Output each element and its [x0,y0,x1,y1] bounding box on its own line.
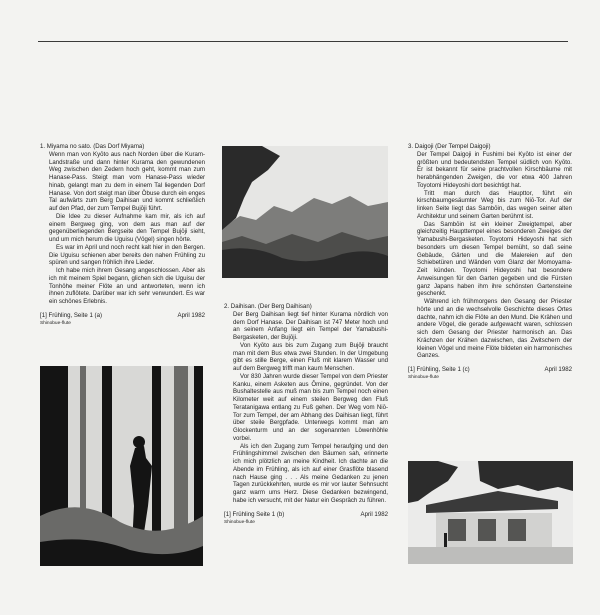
footnote-date: April 1982 [544,366,572,373]
section-2-paragraph: Der Berg Daihisan liegt tief hinter Kurama nördlich von dem Dorf Hanase. Der Daihisan ist 747 Meter hoch und an seinem Anfang liegt ein Tempel der Yamabushi-Bergasketen, der Bujōji. [233,310,388,341]
temple-building-photo [408,461,573,564]
section-2-paragraph: Als ich den Zugang zum Tempel heraufging und den Frühlingshimmel zwischen den Bäumen sah, erinnerte ich mich plötzlich an meine Kindheit. Ich dachte an die Abende im Frühling, als ich auf einer Grasflöte blasend nach Hause ging . . . Als meine Gedanken zu jenen Tagen zurückkehrten, wurde es mir vor lauter Sehnsucht ganz warm ums Herz. Diese Gedanken bezwingend, habe ich versucht, mit der Natur ein Gespräch zu führen. [233,442,388,504]
section-1-paragraph: Es war im April und noch recht kalt hier in den Bergen. Die Uguisu schienen aber bereits den nahen Frühling zu spüren und sangen fröhlich ihre Lieder. [49,243,205,267]
section-2-paragraph: Von Kyōto aus bis zum Zugang zum Bujōji braucht man mit dem Bus etwa zwei Stunden. In der Umgebung gibt es stille Berge, einen Fluß mit klarem Wasser und auf dem Bergweg trifft man kaum Menschen. [233,341,388,372]
footnote-date: April 1982 [360,510,388,518]
section-2-footnote [224,511,388,519]
section-1-paragraph: Wenn man von Kyōto aus nach Norden über die Kuram-Landstraße und dann hinter Kurama den gewundenen Weg zwischen den Zedern hoch geht, kommt man zum Hanase-Pass. Steigt man vom Hanase-Pass wieder hinab, gelangt man zu dem in einem Tal liegenden Dorf Hanase. Von dort steigt man über Öbuse durch ein enges Tal aufwärts zum Berg Daihisan und kommt schließlich auf den Pfad, der zum Tempel Bujōji führt. [49,150,205,212]
section-3-paragraph: Tritt man durch das Haupttor, führt ein kirschbaumgesäumter Weg bis zum Niō-Tor. Auf der linken Seite liegt das Sambōin, das wegen seiner alten Architektur und seinem Garten berühmt ist. [417,189,572,220]
section-1 [40,143,205,327]
temple-door [448,519,466,541]
footnote-date: April 1982 [177,311,205,319]
section-1-paragraph: Ich habe mich ihrem Gesang angeschlossen. Aber als ich mit meinem Spiel begann, glichen sich die Uguisu der Tonhöhe meiner Flöte an und antworteten, wenn ich ihnen zuflötete. Darüber war ich sehr verwundert. Es war ein schönes Erlebnis. [49,267,205,305]
forest-flutist-photo [40,366,203,566]
section-3-paragraph: Während ich frühmorgens den Gesang der Priester hörte und an die wechselvolle Geschichte dieses Ortes dachte, nahm ich die Flöte an den Mund. Die Krähen und andere Vögel, die gerade aufgewacht waren, schlossen sich dem Gesang der Priester harmonisch an. Das Krächzen der Krähen dazwischen, das Zwitschern der kleinen Vögel und meine Flöte bildeten ein harmonisches Ganzes. [417,298,572,360]
section-1-footnote [40,312,205,320]
section-3-paragraph: Das Sambōin ist ein kleiner Zweigtempel, aber gleichzeitig Haupttempel eines besonderen Zweiges der Yamabushi-Bergasketen. Toyotomi Hideyoshi hat sich besonders um diesen Tempel bemüht, so daß seine Gebäude, Gärten und die Malereien auf den Schiebetüren und Wänden vom Glanz der Momoyama-Zeit künden. Toyotomi Hideyoshi hat besondere Anweisungen für den Garten gegeben und die Fürsten ganz Japans haben ihm ihre schönsten Gartensteine geschenkt. [417,220,572,298]
footnote-label: [1] Frühling, Seite 1 (a) [40,311,102,319]
section-3-footnote [408,366,572,374]
instrument-label: Shinobue-flute [408,375,439,380]
temple-ground [408,547,573,564]
section-3-paragraph: Der Tempel Daigoji in Fushimi bei Kyōto ist einer der größten und bedeutendsten Tempel südlich von Kyōto. Er ist bekannt für seine prachtvollen Kirschbäume mit herabhängenden Zweigen, die vor etwa 400 Jahren Toyotomi Hideyoshi dort besichtigt hat. [417,150,572,189]
instrument-label: Shinobue-flute [224,519,255,525]
section-3-heading: 3. Daigoji (Der Tempel Daigoji) [408,143,491,150]
section-2 [224,303,388,526]
section-2-heading: 2. Daihisan. (Der Berg Daihisan) [224,303,312,310]
footnote-label: [1] Frühling, Seite 1 (c) [408,366,470,373]
footnote-label: [1] Frühling Seite 1 (b) [224,510,285,518]
section-1-heading: 1. Miyama no sato. (Das Dorf Miyama) [40,143,145,150]
section-1-paragraph: Die Idee zu dieser Aufnahme kam mir, als ich auf einem Bergweg ging, von dem aus man auf der gegenüberliegenden Bergseite den Tempel Bujōji sieht, und um mich herum die Uguisu (Vögel) singen hörte. [49,212,205,243]
header-rule [38,41,568,42]
instrument-label: Shinobue-flute [40,320,71,326]
temple-door [508,519,526,541]
temple-door [478,519,496,541]
section-3 [408,143,572,381]
section-2-paragraph: Vor 830 Jahren wurde dieser Tempel von dem Priester Kanku, einem Asketen aus Ōmine, gegründet. Von der Bushaltestelle aus muß man bis zum Tempel noch einen Kilometer weit auf einem steilen Bergweg den Fluß Teratanigawa entlang zu Fuß gehen. Der Weg vom Niō-Tor zum Tempel, der am Abhang des Daihisan liegt, führt über steile Bergpfade. Unterwegs kommt man am Glockenturm und an der sogenannten Löwenhöhle vorbei. [233,372,388,442]
mountain-landscape-photo [222,146,388,278]
flutist-head [133,436,145,448]
